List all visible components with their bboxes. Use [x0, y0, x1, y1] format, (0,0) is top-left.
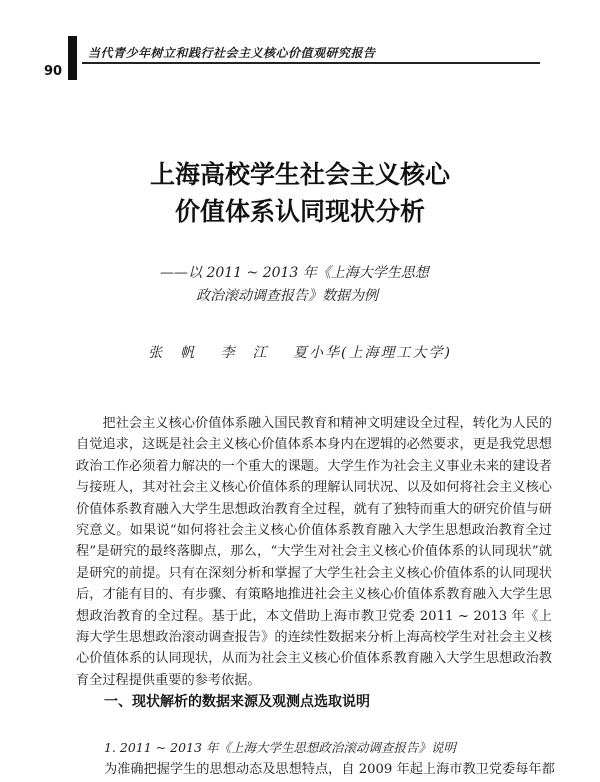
- subtitle-line-2: 政治滚动调查报告》数据为例: [196, 288, 378, 304]
- body-paragraph: 把社会主义核心价值体系融入国民教育和精神文明建设全过程，转化为人民的自觉追求，这既是社会主义核心价值体系本身内在逻辑的必然要求，更是我党思想政治工作必须着力解决的一个重大的课题。大学生作为社会主义事业未来的建设者与接班人，其对社会主义核心价值体系的理解认同状况、以及如何将社会主义核心价值体系教育融入大学生思想政治教育全过程，就有了独特而重大的研究价值与研究意义。如果说“如何将社会主义核心价值体系教育融入大学生思想政治教育全过程”是研究的最终落脚点，那么，“大学生对社会主义核心价值体系的认同现状”就是研究的前提。只有在深刻分析和掌握了大学生社会主义核心价值体系的认同现状后，才能有目的、有步骤、有策略地推进社会主义核心价值体系教育融入大学生思想政治教育的全过程。基于此，本文借助上海市教卫党委 2011 ~ 2013 年《上海大学生思想政治滚动调查报告》的连续性数据来分析上海高校学生对社会主义核心价值体系的认同现状，从而为社会主义核心价值体系教育融入大学生思想政治教育全过程提供重要的参考依据。: [76, 416, 552, 688]
- page-number: 90: [44, 64, 63, 79]
- running-title: 当代青少年树立和践行社会主义核心价值观研究报告: [88, 46, 376, 60]
- subsection-heading: 1. 2011 ~ 2013 年《上海大学生思想政治滚动调查报告》说明: [104, 740, 456, 755]
- body-last-line: 为准确把握学生的思想动态及思想特点，自 2009 年起上海市教卫党委每年都: [104, 762, 555, 777]
- header-bar: [68, 36, 77, 80]
- section-heading: 一、现状解析的数据来源及观测点选取说明: [104, 694, 370, 710]
- header-rule: [82, 62, 540, 64]
- author-2: 李 江: [220, 345, 269, 361]
- authors: [0, 342, 600, 362]
- title-line-2: 价值体系认同现状分析: [174, 197, 425, 226]
- author-3: 夏小华(上海理工大学): [292, 345, 452, 361]
- author-1: 张 帆: [148, 345, 197, 361]
- subtitle-line-1: ——以 2011 ~ 2013 年《上海大学生思想: [160, 265, 429, 281]
- article-title: [0, 156, 600, 230]
- title-line-1: 上海高校学生社会主义核心: [149, 160, 450, 189]
- article-subtitle: [160, 262, 480, 308]
